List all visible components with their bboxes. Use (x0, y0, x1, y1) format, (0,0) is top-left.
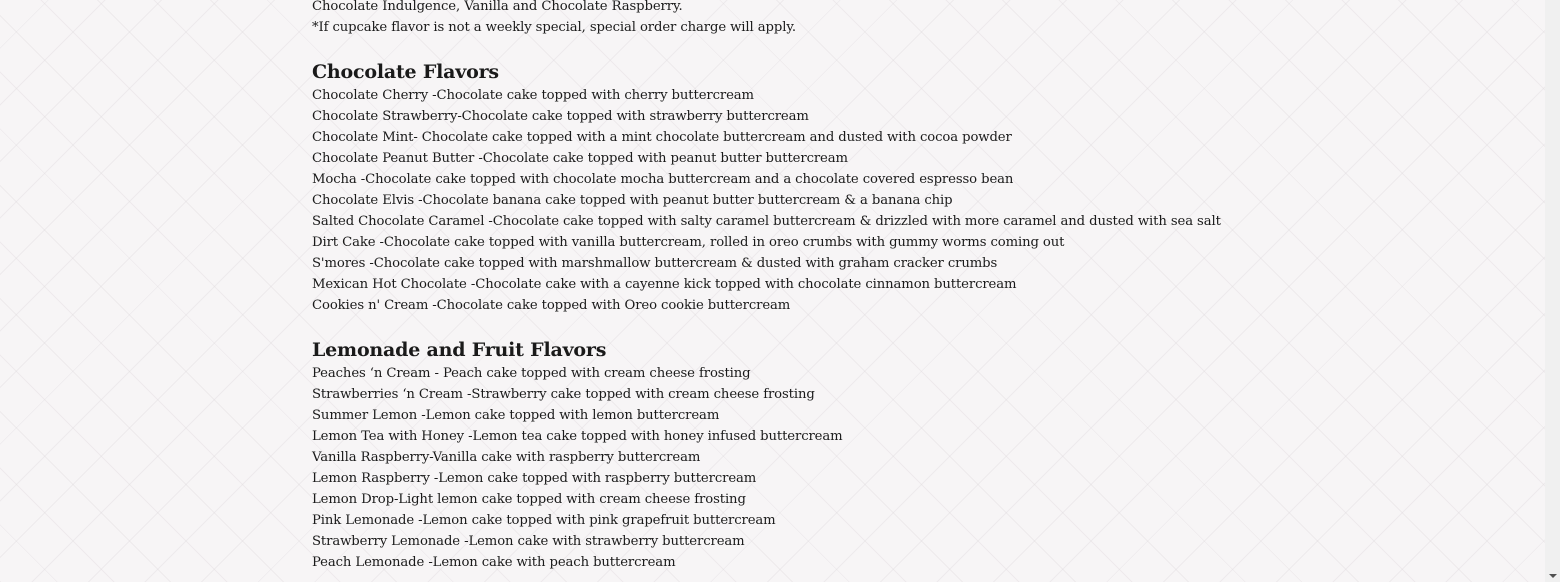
menu-content (312, 0, 1512, 573)
flavor-item: Vanilla Raspberry-Vanilla cake with raspberry buttercream (312, 450, 701, 465)
flavor-item: S'mores -Chocolate cake topped with marshmallow buttercream & dusted with graham cracker crumbs (312, 256, 998, 271)
intro-line: Chocolate Indulgence, Vanilla and Chocolate Raspberry. (312, 0, 683, 14)
flavor-item: Strawberry Lemonade -Lemon cake with strawberry buttercream (312, 534, 745, 549)
flavor-item: Mocha -Chocolate cake topped with chocolate mocha buttercream and a chocolate covered espresso bean (312, 172, 1014, 187)
flavor-item: Dirt Cake -Chocolate cake topped with vanilla buttercream, rolled in oreo crumbs with gummy worms coming out (312, 235, 1065, 250)
special-order-note: *If cupcake flavor is not a weekly special, special order charge will apply. (312, 20, 797, 35)
flavor-item: Chocolate Peanut Butter -Chocolate cake topped with peanut butter buttercream (312, 151, 848, 166)
flavor-item: Pink Lemonade -Lemon cake topped with pink grapefruit buttercream (312, 513, 776, 528)
flavor-item: Summer Lemon -Lemon cake topped with lemon buttercream (312, 408, 720, 423)
flavor-item: Cookies n' Cream -Chocolate cake topped with Oreo cookie buttercream (312, 298, 791, 313)
flavor-item: Peaches ‘n Cream - Peach cake topped with cream cheese frosting (312, 366, 751, 381)
flavor-item: Peach Lemonade -Lemon cake with peach buttercream (312, 555, 676, 570)
fruit-flavor-list (312, 363, 1512, 573)
chocolate-flavor-list (312, 85, 1512, 316)
flavor-item: Chocolate Mint- Chocolate cake topped with a mint chocolate buttercream and dusted with cocoa powder (312, 130, 1012, 145)
flavor-item: Chocolate Cherry -Chocolate cake topped with cherry buttercream (312, 88, 754, 103)
section-heading-chocolate: Chocolate Flavors (312, 61, 499, 83)
flavor-item: Salted Chocolate Caramel -Chocolate cake topped with salty caramel buttercream & drizzled with more caramel and dusted with sea salt (312, 214, 1221, 229)
section-heading-lemonade-fruit: Lemonade and Fruit Flavors (312, 339, 607, 361)
vertical-scrollbar[interactable] (1545, 0, 1560, 582)
flavor-item: Strawberries ‘n Cream -Strawberry cake topped with cream cheese frosting (312, 387, 815, 402)
flavor-item: Lemon Drop-Light lemon cake topped with cream cheese frosting (312, 492, 746, 507)
flavor-item: Lemon Tea with Honey -Lemon tea cake topped with honey infused buttercream (312, 429, 843, 444)
flavor-item: Mexican Hot Chocolate -Chocolate cake with a cayenne kick topped with chocolate cinnamon buttercream (312, 277, 1017, 292)
scroll-down-arrow-icon[interactable] (1549, 574, 1557, 578)
flavor-item: Lemon Raspberry -Lemon cake topped with raspberry buttercream (312, 471, 757, 486)
flavor-item: Chocolate Elvis -Chocolate banana cake topped with peanut butter buttercream & a banana chip (312, 193, 953, 208)
flavor-item: Chocolate Strawberry-Chocolate cake topped with strawberry buttercream (312, 109, 809, 124)
